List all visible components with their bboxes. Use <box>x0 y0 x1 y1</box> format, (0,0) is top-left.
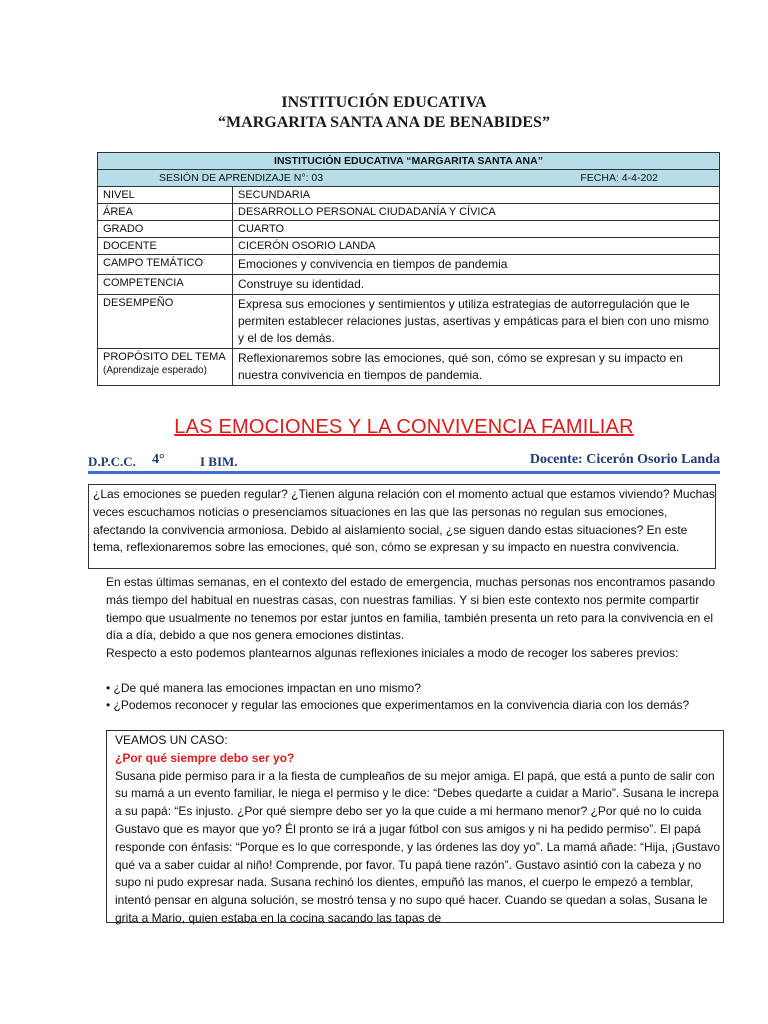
table-row <box>98 238 720 255</box>
bullet-question-2: • ¿Podemos reconocer y regular las emociones que experimentamos en la convivencia diaria con los demás? <box>106 698 690 712</box>
course-teacher: Docente: Cicerón Osorio Landa <box>529 452 720 467</box>
course-grade: 4° <box>152 452 165 467</box>
row-label-main: PROPÓSITO DEL TEMA <box>103 351 226 363</box>
row-value: DESARROLLO PERSONAL CIUDADANÍA Y CÍVICA <box>233 204 720 221</box>
table-title: INSTITUCIÓN EDUCATIVA “MARGARITA SANTA ANA” <box>98 153 720 170</box>
session-info-table <box>97 152 720 386</box>
row-label: NIVEL <box>98 187 233 204</box>
row-value: CICERÓN OSORIO LANDA <box>233 238 720 255</box>
table-row <box>98 295 720 349</box>
row-label-sub: (Aprendizaje esperado) <box>103 365 207 376</box>
table-row <box>98 349 720 386</box>
row-label: DESEMPEÑO <box>98 295 233 349</box>
row-value: Emociones y convivencia en tiempos de pandemia <box>233 255 720 275</box>
session-number: SESIÓN DE APRENDIZAJE N°: 03 <box>159 172 324 184</box>
bullet-question-1: • ¿De qué manera las emociones impactan en uno mismo? <box>106 681 422 695</box>
row-value: SECUNDARIA <box>233 187 720 204</box>
school-title-line2: “MARGARITA SANTA ANA DE BENABIDES” <box>218 114 550 131</box>
row-label: DOCENTE <box>98 238 233 255</box>
table-row <box>98 187 720 204</box>
case-question: ¿Por qué siempre debo ser yo? <box>115 750 295 765</box>
row-label: COMPETENCIA <box>98 275 233 295</box>
course-bar <box>88 452 720 472</box>
case-heading: VEAMOS UN CASO: <box>115 733 228 747</box>
course-period: I BIM. <box>200 454 238 469</box>
row-value: Reflexionaremos sobre las emociones, qué son, cómo se expresan y su impacto en nuestra convivencia en tiempos de pandemia. <box>233 349 720 386</box>
session-date: FECHA: 4-4-202 <box>580 172 658 184</box>
main-title: LAS EMOCIONES Y LA CONVIVENCIA FAMILIAR <box>174 416 634 438</box>
intro-box: ¿Las emociones se pueden regular? ¿Tienen alguna relación con el momento actual que estamos viviendo? Muchas veces escuchamos noticias o presenciamos situaciones en las que las personas no regulan sus emociones, afectando la convivencia armoniosa. Debido al aislamiento social, ¿se siguen dando estas situaciones? En este tema, reflexionaremos sobre las emociones, qué son, cómo se expresan y su impacto en nuestra convivencia. <box>88 484 716 569</box>
row-label <box>98 349 233 386</box>
course-name: D.P.C.C. <box>88 454 136 469</box>
row-value: Construye su identidad. <box>233 275 720 295</box>
divider-line <box>88 471 720 474</box>
row-value: Expresa sus emociones y sentimientos y utiliza estrategias de autorregulación que le permiten establecer relaciones justas, asertivas y empáticas para el bien con uno mismo y el de los demás. <box>233 295 720 349</box>
row-value: CUARTO <box>233 221 720 238</box>
paragraph-context: En estas últimas semanas, en el contexto del estado de emergencia, muchas personas nos encontramos pasando más tiempo del habitual en nuestras casas, con nuestras familias. Y si bien este contexto nos permite compartir tiempo que usualmente no tenemos por estar juntos en familia, también presenta un reto para la convivencia en el día a día, debido a que nos genera emociones distintas. <box>106 575 716 643</box>
session-row <box>98 170 720 187</box>
row-label: CAMPO TEMÁTICO <box>98 255 233 275</box>
row-label: ÁREA <box>98 204 233 221</box>
table-row <box>98 204 720 221</box>
school-title-line1: INSTITUCIÓN EDUCATIVA <box>281 94 487 111</box>
paragraph-reflections: Respecto a esto podemos plantearnos algunas reflexiones iniciales a modo de recoger los saberes previos: <box>106 646 679 660</box>
table-row <box>98 255 720 275</box>
table-row <box>98 221 720 238</box>
row-label: GRADO <box>98 221 233 238</box>
case-box <box>106 730 724 923</box>
table-row <box>98 275 720 295</box>
case-text: Susana pide permiso para ir a la fiesta de cumpleaños de su mejor amiga. El papá, que está a punto de salir con su mamá a un evento familiar, le niega el permiso y le dice: “Debes quedarte a cuidar a Mario”. Susana le increpa a su papá: “Es injusto. ¿Por qué siempre debo ser yo la que cuide a mi hermano menor? ¿Por qué no lo cuida Gustavo que es mayor que yo? Él pronto se irá a jugar fútbol con sus amigos y ni ha pedido permiso”. El papá responde con énfasis: “Porque es lo que corresponde, y las órdenes las doy yo”. La mamá añade: “Hija, ¡Gustavo qué va a saber cuidar al niño! Comprende, por favor. Tu papá tiene razón”. Gustavo asintió con la cabeza y no supo ni pudo expresar nada. Susana rechinó los dientes, empuñó las manos, el cuerpo le empezó a temblar, intentó pensar en alguna solución, se mostró tensa y no supo qué hacer. Cuando se quedan a solas, Susana le grita a Mario, quien estaba en la cocina sacando las tapas de <box>115 768 720 925</box>
